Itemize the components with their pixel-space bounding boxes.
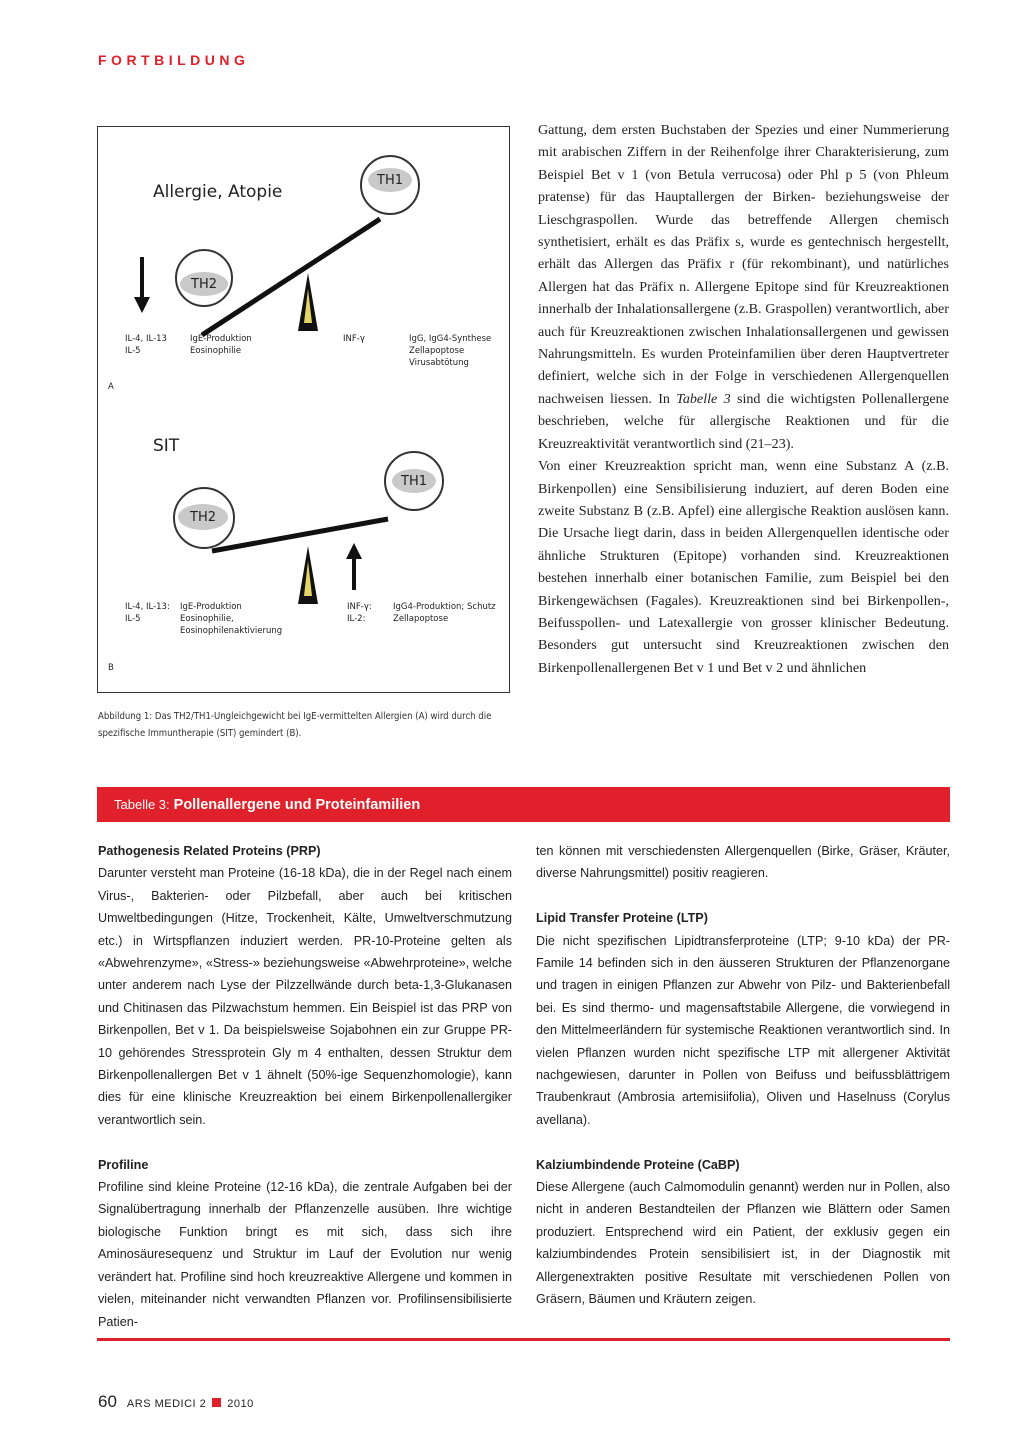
table-reference: Tabelle 3 xyxy=(676,390,731,407)
page-number: 60 xyxy=(98,1392,117,1411)
cabp-heading: Kalziumbindende Proteine (CaBP) xyxy=(536,1157,740,1172)
page-footer xyxy=(98,1392,254,1412)
panel-a-right-cytokine: INF-γ xyxy=(343,334,365,344)
ltp-text: Die nicht spezifischen Lipidtransferproteine (LTP; 9-10 kDa) der PR-Famile 14 befinden sich in den äusseren Strukturen der Pflanzenorgane und tragen in einigen Pflanzen zur Abwehr von Pilz- und Bakterienbefall bei. Es sind thermo- und magensaftstabile Allergene, die vorwiegend in den Mittelmeerländern für systemische Reaktionen verantwortlich sind. In vielen Pflanzen wurden nicht spezifische LTP mit allergener Aktivität nachgewiesen, darunter in Pollen von Beifuss und beifussblättrigem Traubenkraut (Ambrosia artemisiifolia), Oliven und Haselnuss (Corylus avellana). xyxy=(536,933,950,1127)
panel-a-effect-1: IgE-Produktion xyxy=(190,334,252,344)
up-arrow-icon xyxy=(346,543,362,559)
magazine-year: 2010 xyxy=(227,1398,254,1410)
table-column-left xyxy=(98,840,512,1333)
prp-text: Darunter versteht man Proteine (16-18 kDa), die in der Regel nach einem Virus-, Bakterien- oder Pilzbefall, aber auch bei kritischen Umweltbedingungen (Hitze, Trockenheit, Kälte, Umweltverschmutzung etc.) in Wirtspflanzen induziert werden. PR-10-Proteine gelten als «Abwehrenzyme», «Stress-» beziehungsweise «Abwehrproteine», welche unter anderem nach Lyse der Pilzzellwände durch beta-1,3-Glukanasen und Chitinasen das Pilzwachstum hemmen. Ein Beispiel ist das PRP von Birkenpollen, Bet v 1. Da beispielsweise Sojabohnen ein zur Gruppe PR-10 gehörendes Stressprotein Gly m 4 enthalten, dessen Struktur dem Birkenpollenallergen Bet v 1 ähnelt (50%-ige Sequenzhomologie), kann dies für eine klinische Kreuzreaktion bei einem Birkenpollenallergiker verantwortlich sein. xyxy=(98,866,512,1127)
panel-a-cytokine-1: IL-4, IL-13 xyxy=(125,334,167,344)
body-paragraph-1 xyxy=(538,119,949,455)
table-title: Pollenallergene und Proteinfamilien xyxy=(173,796,421,813)
panel-b-title: SIT xyxy=(153,436,180,456)
figure-caption: Abbildung 1: Das TH2/TH1-Ungleichgewicht bei IgE-vermittelten Allergien (A) wird durch die spezifische Immuntherapie (SIT) gemindert (B). xyxy=(98,711,492,739)
table-prefix: Tabelle 3: xyxy=(114,797,170,812)
table-column-right xyxy=(536,840,950,1311)
panel-b-right-effect-1: IgG4-Produktion; Schutz xyxy=(393,602,496,612)
cabp-text: Diese Allergene (auch Calmomodulin genannt) werden nur in Pollen, also nicht in anderen Bestandteilen der Pflanzen wie Blättern oder Samen produziert. Entsprechend wird ein Patient, der exklusiv gegen ein kalziumbindendes Protein sensibilisiert ist, in der Diagnostik mit Allergenextrakten positive Resultate mit verschiedenen Pollen von Gräsern, Bäumen und Kräutern zeigen. xyxy=(536,1180,950,1307)
th1-label-b: TH1 xyxy=(392,469,436,493)
panel-b-right-cytokine-2: IL-2: xyxy=(347,614,366,624)
th2-label-a: TH2 xyxy=(180,272,228,296)
figure-th2-th1-balance xyxy=(97,126,510,693)
panel-b-cytokine-1: IL-4, IL-13: xyxy=(125,602,170,612)
section-header: FORTBILDUNG xyxy=(98,52,250,68)
body-paragraph-1-end: sind die wichtigsten Pollenallergene beschrieben, welche für allergische Reaktionen und für die Kreuzreaktivität verantwortlich sind (21–23). xyxy=(538,390,949,452)
body-text-right-column xyxy=(538,119,949,679)
panel-b-label: B xyxy=(108,663,114,673)
panel-a-right-effect-1: IgG, IgG4-Synthese xyxy=(409,334,492,344)
body-paragraph-2: Von einer Kreuzreaktion spricht man, wenn eine Substanz A (z.B. Birkenpollen) eine Sensibilisierung induziert, auf deren Boden eine zweite Substanz B (z.B. Apfel) eine allergische Reaktion auslösen kann. Die Ursache liegt darin, dass in beiden Allergenquellen identische oder ähnliche Strukturen (Epitope) vorhanden sind. Kreuzreaktionen bestehen innerhalb einer botanischen Familie, zum Beispiel bei den Birkengewächsen (Fagales). Kreuzreaktionen sind bei Birkenpollen-, Beifusspollen- und Latexallergie von grosser klinischer Bedeutung. Besonders gut untersucht sind Kreuzreaktionen zwischen den Birkenpollenallergenen Bet v 1 und Bet v 2 und ähnlichen xyxy=(538,458,949,676)
panel-a-label: A xyxy=(108,382,114,392)
body-paragraph-1-text: Gattung, dem ersten Buchstaben der Spezies und einer Nummerierung mit arabischen Ziffern in der Reihenfolge ihrer Charakterisierung, zum Beispiel Bet v 1 (von Betula verrucosa) oder Phl p 5 (von Phleum pratense) für das Hauptallergen der Birken- beziehungsweise der Lieschgraspollen. Wurde das betreffende Allergen chemisch synthetisiert, erhält es das Präfix s, wurde es gentechnisch hergestellt, erhält das Allergen das Präfix r (für rekombinant), und natürliches Allergen hat das Präfix n. Allergene Epitope sind für Kreuzreaktionen innerhalb der Inhalationsallergene (z.B. Graspollen) verantwortlich, aber auch für Kreuzreaktionen zwischen Inhalationsallergenen und gewissen Nahrungsmitteln. Es wurden Proteinfamilien über deren Hauptvertreter definiert, welche sich in der Folge in verschiedenen Allergenquellen nachweisen liessen. In xyxy=(538,122,949,407)
ltp-heading: Lipid Transfer Proteine (LTP) xyxy=(536,911,708,926)
panel-b-right-cytokine-1: INF-γ: xyxy=(347,602,372,612)
panel-a-cytokine-2: IL-5 xyxy=(125,346,141,356)
footer-square-icon xyxy=(212,1398,221,1407)
profiline-text: Profiline sind kleine Proteine (12-16 kDa), die zentrale Aufgaben bei der Signalübertragung innerhalb der Pflanzenzelle ausüben. Ihre wichtige biologische Funktion bringt es mit sich, dass sich ihre Aminosäuresequenz und Struktur im Lauf der Evolution nur wenig verändert hat. Profiline sind hoch kreuzreaktive Allergene und kommen in vielen, miteinander nicht verwandten Pflanzen vor. Profilinsensibilisierte Patien- xyxy=(98,1180,512,1329)
panel-a-right-effect-3: Virusabtötung xyxy=(409,358,469,368)
th1-label-a: TH1 xyxy=(368,168,412,192)
panel-b-right-effect-2: Zellapoptose xyxy=(393,614,449,624)
panel-b-effect-3: Eosinophilenaktivierung xyxy=(180,626,283,636)
panel-b-effect-2: Eosinophilie, xyxy=(180,614,234,624)
panel-a-right-effect-2: Zellapoptose xyxy=(409,346,465,356)
balance-beam-b xyxy=(212,519,388,551)
panel-b-cytokine-2: IL-5 xyxy=(125,614,141,624)
panel-b-effect-1: IgE-Produktion xyxy=(180,602,242,612)
th2-label-b: TH2 xyxy=(178,504,228,530)
panel-a-effect-2: Eosinophilie xyxy=(190,346,242,356)
prp-heading: Pathogenesis Related Proteins (PRP) xyxy=(98,844,321,858)
profiline-heading: Profiline xyxy=(98,1157,149,1172)
profiline-continuation: ten können mit verschiedensten Allergenquellen (Birke, Gräser, Kräuter, diverse Nahrungsmittel) positiv reagieren. xyxy=(536,844,950,881)
panel-a-title: Allergie, Atopie xyxy=(153,182,283,202)
magazine-name: ARS MEDICI 2 xyxy=(126,1398,207,1410)
down-arrow-icon xyxy=(134,297,150,313)
table-banner xyxy=(97,787,950,822)
footer-rule xyxy=(97,1338,950,1341)
